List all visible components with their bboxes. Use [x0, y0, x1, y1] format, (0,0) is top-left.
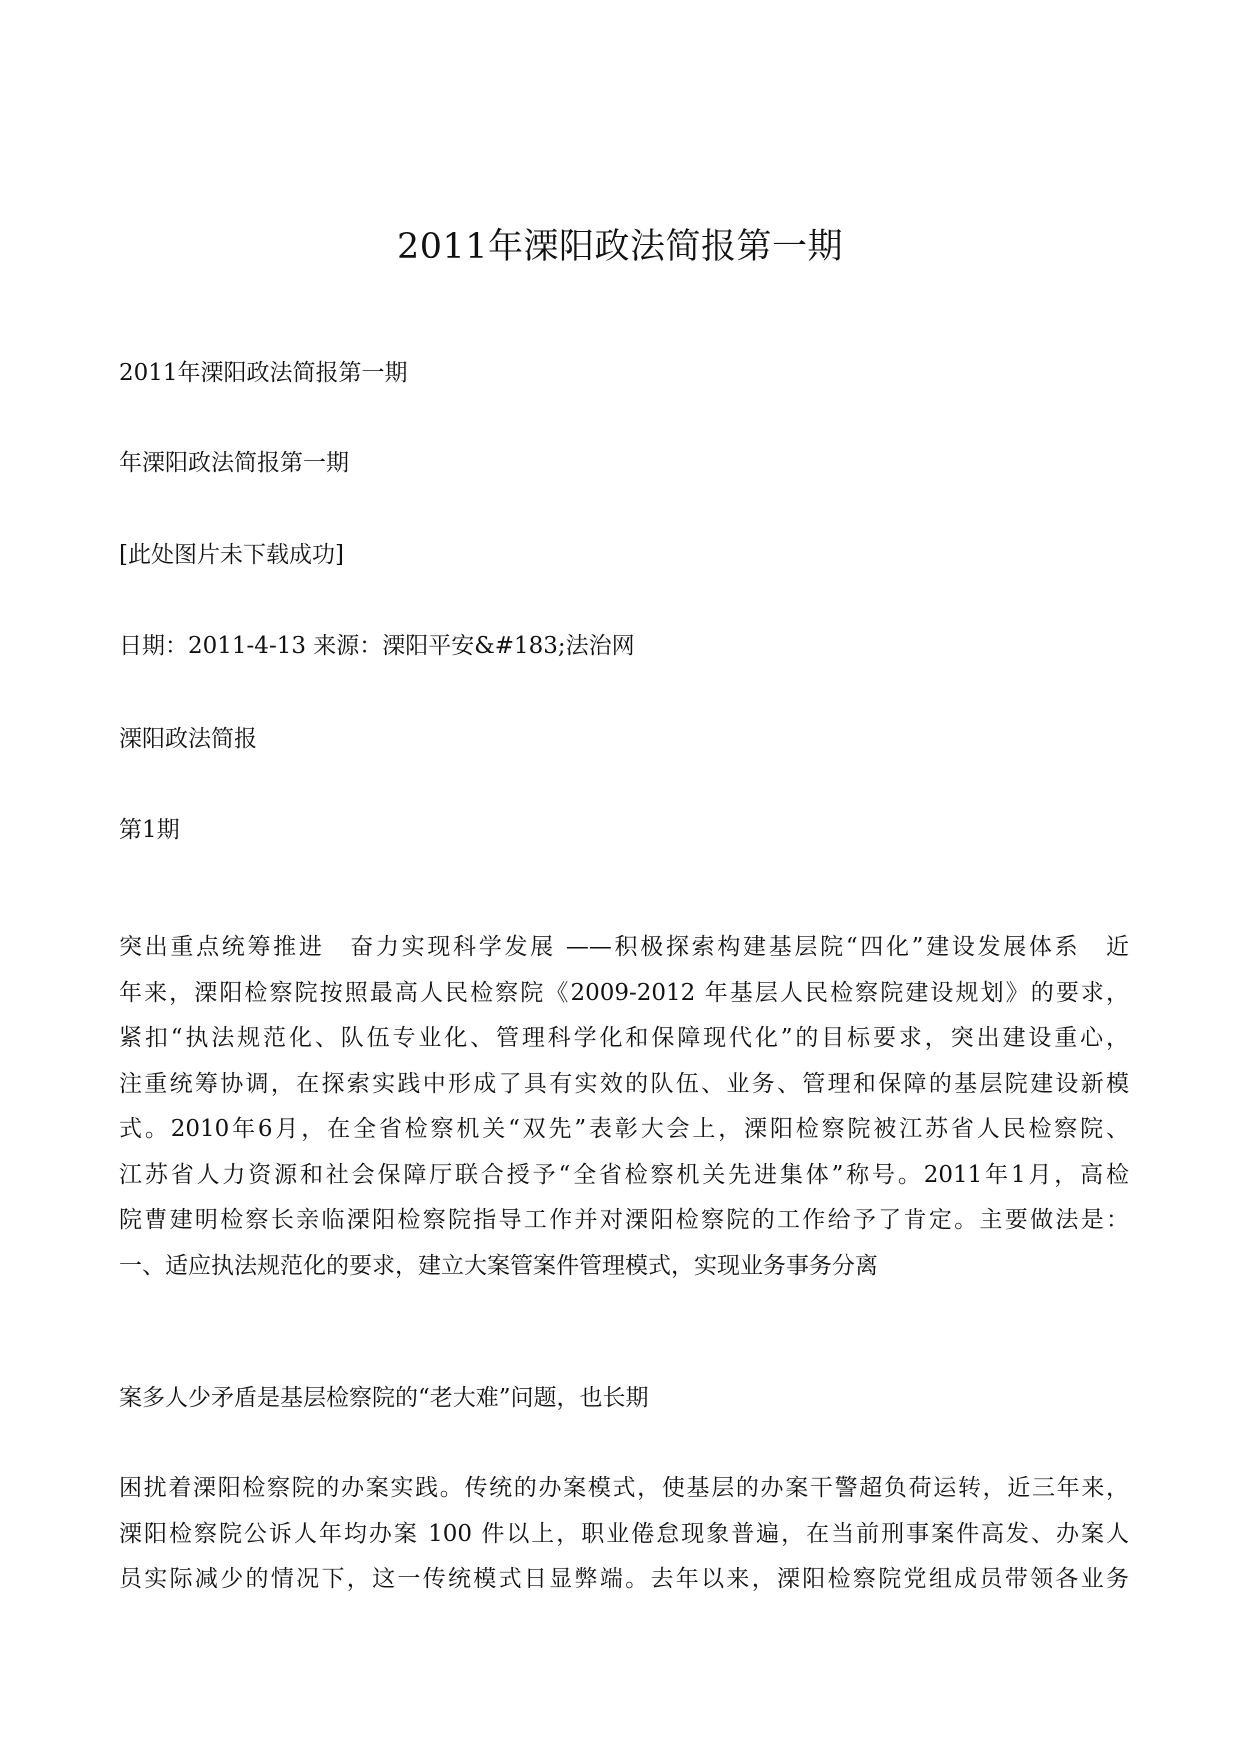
body-line-short: 案多人少矛盾是基层检察院的“老大难”问题，也长期 — [119, 1385, 649, 1411]
bulletin-name: 溧阳政法简报 — [119, 726, 257, 752]
date-source-line: 日期：2011-4-13 来源：溧阳平安&#183;法治网 — [119, 633, 635, 659]
paragraph-line: 紧扣“执法规范化、队伍专业化、管理科学化和保障现代化”的目标要求，突出建设重心， — [119, 1025, 1129, 1051]
paragraph-line: 突出重点统筹推进 奋力实现科学发展 ——积极探索构建基层院“四化”建设发展体系 近 — [119, 934, 1129, 960]
paragraph-line: 员实际减少的情况下，这一传统模式日显弊端。去年以来，溧阳检察院党组成员带领各业务 — [119, 1566, 1129, 1592]
paragraph-line: 注重统筹协调，在探索实践中形成了具有实效的队伍、业务、管理和保障的基层院建设新模 — [119, 1070, 1129, 1097]
paragraph-line: 院曹建明检察长亲临溧阳检察院指导工作并对溧阳检察院的工作给予了肯定。主要做法是： — [119, 1207, 1129, 1233]
paragraph-line: 一、适应执法规范化的要求，建立大案管案件管理模式，实现业务事务分离 — [119, 1252, 878, 1279]
subtitle-short-line: 年溧阳政法简报第一期 — [119, 450, 349, 476]
paragraph-line: 式。2010年6月，在全省检察机关“双先”表彰大会上，溧阳检察院被江苏省人民检察院、 — [119, 1116, 1129, 1142]
paragraph-line: 年来，溧阳检察院按照最高人民检察院《2009-2012 年基层人民检察院建设规划》的要求， — [119, 979, 1129, 1006]
body-paragraph-2 — [119, 1466, 1129, 1603]
body-paragraph-1 — [119, 925, 1129, 1289]
paragraph-line: 溧阳检察院公诉人年均办案 100 件以上，职业倦怠现象普遍，在当前刑事案件高发、办案人 — [119, 1520, 1129, 1547]
image-placeholder-note: [此处图片未下载成功] — [119, 542, 344, 568]
issue-number: 第1期 — [119, 817, 180, 843]
subtitle-line: 2011年溧阳政法简报第一期 — [119, 360, 408, 386]
document-title: 2011年溧阳政法简报第一期 — [396, 227, 844, 267]
paragraph-line: 困扰着溧阳检察院的办案实践。传统的办案模式，使基层的办案干警超负荷运转，近三年来， — [119, 1475, 1129, 1501]
paragraph-line: 江苏省人力资源和社会保障厅联合授予“全省检察机关先进集体”称号。2011年1月，高检 — [119, 1161, 1129, 1188]
